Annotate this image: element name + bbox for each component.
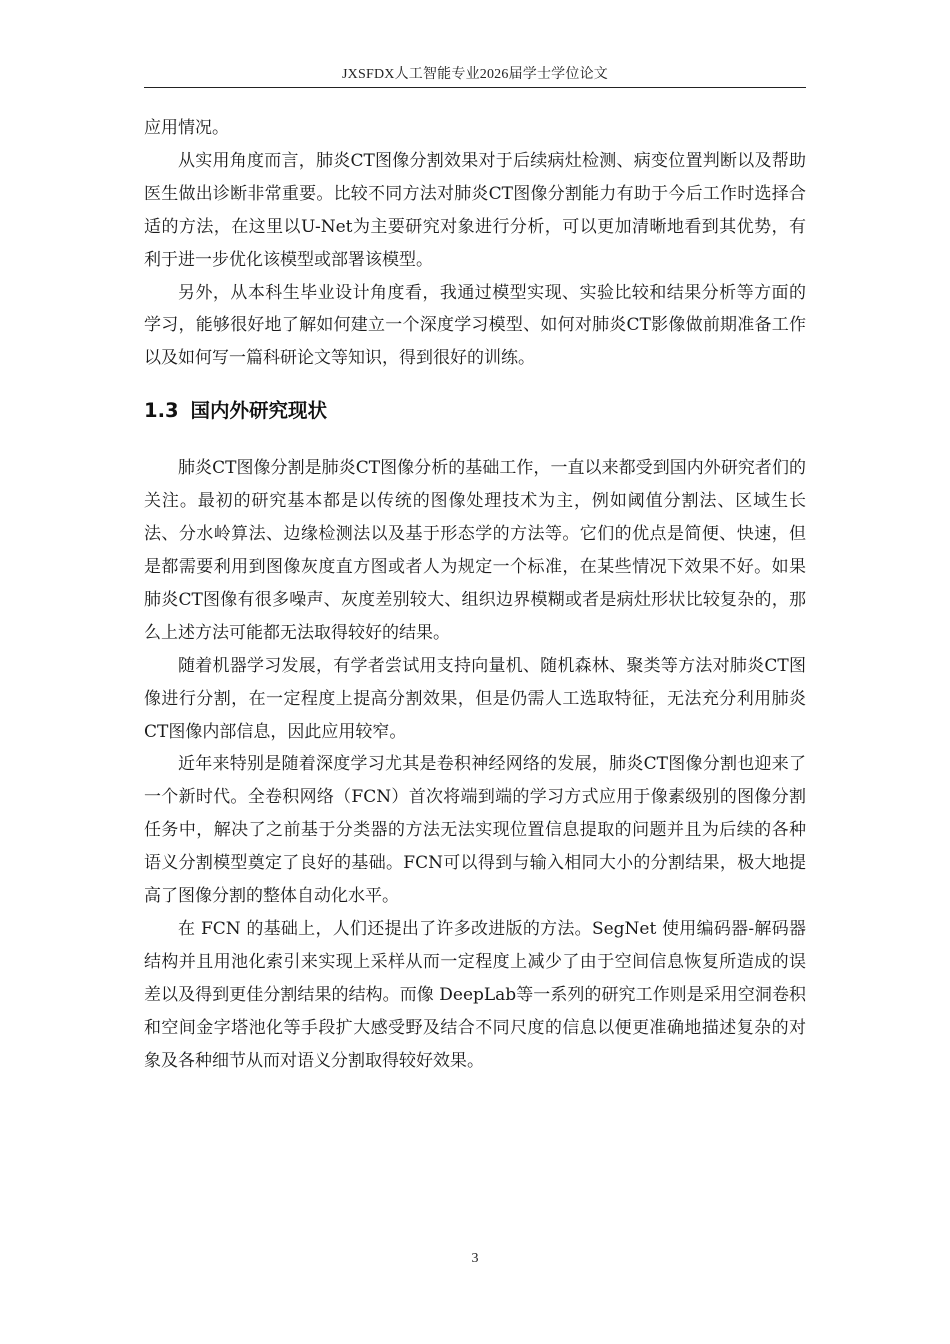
section-title: 国内外研究现状 (190, 399, 328, 423)
section-number: 1.3 (144, 399, 179, 423)
paragraph-continuation: 应用情况。 (144, 118, 229, 138)
paragraph: 从实用角度而言，肺炎CT图像分割效果对于后续病灶检测、病变位置判断以及帮助医生做出诊断非常重要。比较不同方法对肺炎CT图像分割能力有助于今后工作时选择合适的方法，在这里以U-Net为主要研究对象进行分析，可以更加清晰地看到其优势，有利于进一步优化该模型或部署该模型。 (144, 150, 806, 270)
paragraph: 近年来特别是随着深度学习尤其是卷积神经网络的发展，肺炎CT图像分割也迎来了一个新时代。全卷积网络（FCN）首次将端到端的学习方式应用于像素级别的图像分割任务中，解决了之前基于分类器的方法无法实现位置信息提取的问题并且为后续的各种语义分割模型奠定了良好的基础。FCN可以得到与输入相同大小的分割结果，极大地提高了图像分割的整体自动化水平。 (144, 754, 806, 907)
paragraph: 另外，从本科生毕业设计角度看，我通过模型实现、实验比较和结果分析等方面的学习，能够很好地了解如何建立一个深度学习模型、如何对肺炎CT影像做前期准备工作以及如何写一篇科研论文等知识，得到很好的训练。 (144, 282, 806, 369)
body-text (144, 112, 806, 1077)
running-header: JXSFDX人工智能专业2026届学士学位论文 (342, 67, 608, 82)
paragraph: 肺炎CT图像分割是肺炎CT图像分析的基础工作，一直以来都受到国内外研究者们的关注。最初的研究基本都是以传统的图像处理技术为主，例如阈值分割法、区域生长法、分水岭算法、边缘检测法以及基于形态学的方法等。它们的优点是简便、快速，但是都需要利用到图像灰度直方图或者人为规定一个标准，在某些情况下效果不好。如果肺炎CT图像有很多噪声、灰度差别较大、组织边界模糊或者是病灶形状比较复杂的，那么上述方法可能都无法取得较好的结果。 (144, 458, 806, 643)
section-heading (144, 398, 806, 424)
header-rule (144, 87, 806, 88)
paragraph: 随着机器学习发展，有学者尝试用支持向量机、随机森林、聚类等方法对肺炎CT图像进行分割，在一定程度上提高分割效果，但是仍需人工选取特征，无法充分利用肺炎CT图像内部信息，因此应用较窄。 (144, 655, 806, 742)
paragraph: 在 FCN 的基础上，人们还提出了许多改进版的方法。SegNet 使用编码器-解码器结构并且用池化索引来实现上采样从而一定程度上减少了由于空间信息恢复所造成的误差以及得到更佳分割结果的结构。而像 DeepLab等一系列的研究工作则是采用空洞卷积和空间金字塔池化等手段扩大感受野及结合不同尺度的信息以便更准确地描述复杂的对象及各种细节从而对语义分割取得较好效果。 (144, 918, 806, 1071)
page-number: 3 (471, 1251, 479, 1266)
